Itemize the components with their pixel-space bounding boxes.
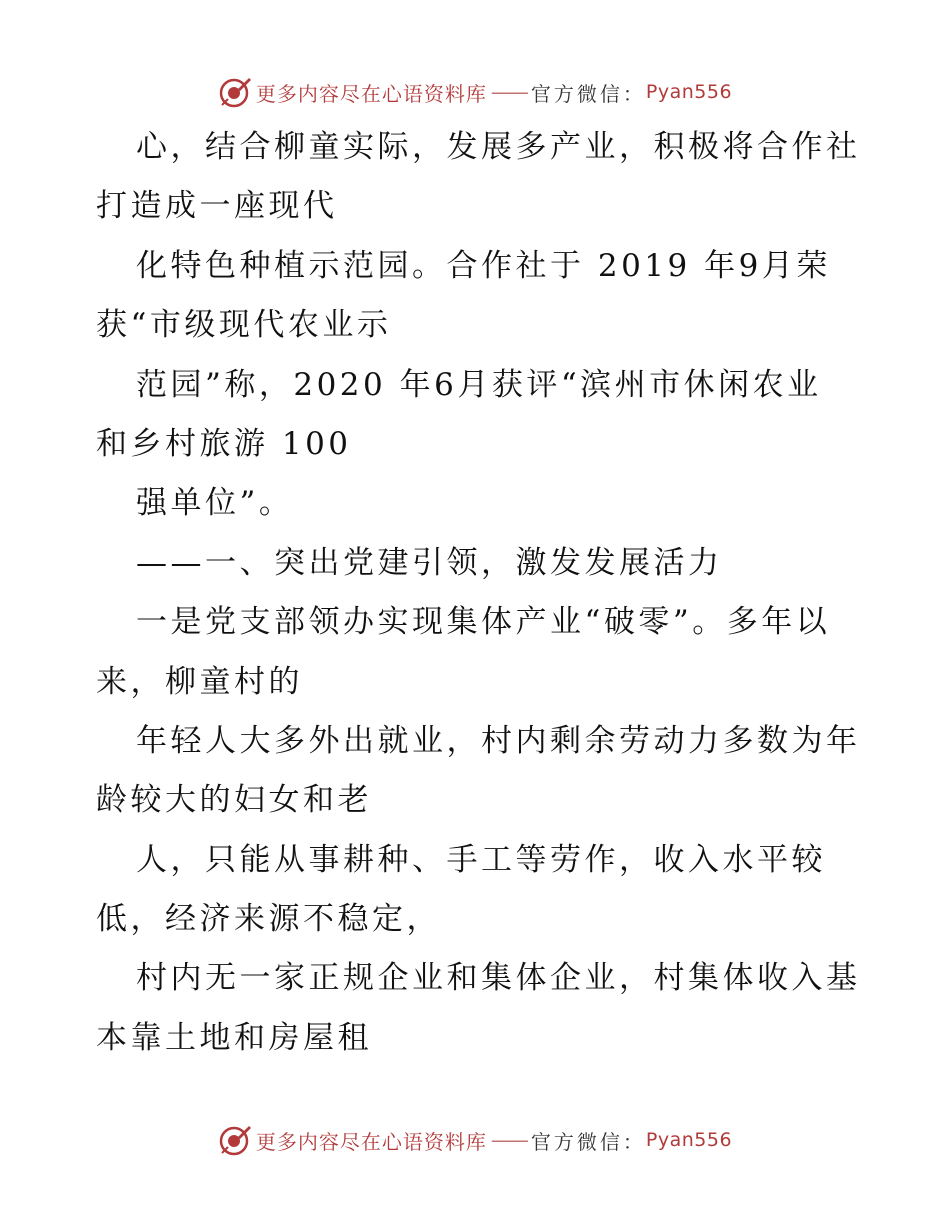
text-line: 心，结合柳童实际，发展多产业，积极将合作社 bbox=[136, 129, 861, 165]
text-line: 本靠土地和房屋租 bbox=[96, 1019, 372, 1056]
watermark-dash: —— bbox=[490, 80, 527, 104]
footer-watermark bbox=[0, 1120, 950, 1160]
watermark-official-label: 官方微信： bbox=[530, 1129, 646, 1154]
header-watermark bbox=[0, 72, 950, 112]
pen-circle-logo-icon bbox=[218, 75, 252, 109]
text-line: 来，柳童村的 bbox=[96, 663, 303, 700]
pen-circle-logo-icon bbox=[218, 1123, 252, 1157]
watermark-wechat-id: Pyan556 bbox=[645, 1129, 733, 1151]
text-line: 人，只能从事耕种、手工等劳作，收入水平较 bbox=[136, 841, 826, 878]
watermark-dash: —— bbox=[490, 1128, 527, 1152]
text-line: 强单位”。 bbox=[136, 485, 294, 522]
text-line: 一是党支部领办实现集体产业“破零”。多年以 bbox=[136, 604, 831, 641]
watermark-official-label: 官方微信： bbox=[530, 81, 646, 106]
text-line: 获“市级现代农业示 bbox=[96, 307, 392, 344]
watermark-main-text: 更多内容尽在心语资料库 bbox=[255, 1129, 487, 1154]
watermark-wechat-id: Pyan556 bbox=[645, 81, 733, 103]
text-line: 龄较大的妇女和老 bbox=[96, 782, 372, 819]
text-line: 化特色种植示范园。合作社于 2019 年9月荣 bbox=[136, 247, 831, 284]
text-line: 打造成一座现代 bbox=[96, 188, 338, 225]
text-line: 村内无一家正规企业和集体企业，村集体收入基 bbox=[136, 960, 861, 997]
text-line: 范园”称，2020 年6月获评“滨州市休闲农业 bbox=[136, 366, 822, 403]
watermark-main-text: 更多内容尽在心语资料库 bbox=[255, 81, 487, 106]
document-body bbox=[96, 118, 861, 1068]
text-line: 低，经济来源不稳定， bbox=[96, 901, 441, 938]
section-heading: ——一、突出党建引领，激发发展活力 bbox=[136, 544, 723, 581]
text-line: 年轻人大多外出就业，村内剩余劳动力多数为年 bbox=[136, 722, 861, 759]
text-line: 和乡村旅游 100 bbox=[96, 425, 352, 462]
